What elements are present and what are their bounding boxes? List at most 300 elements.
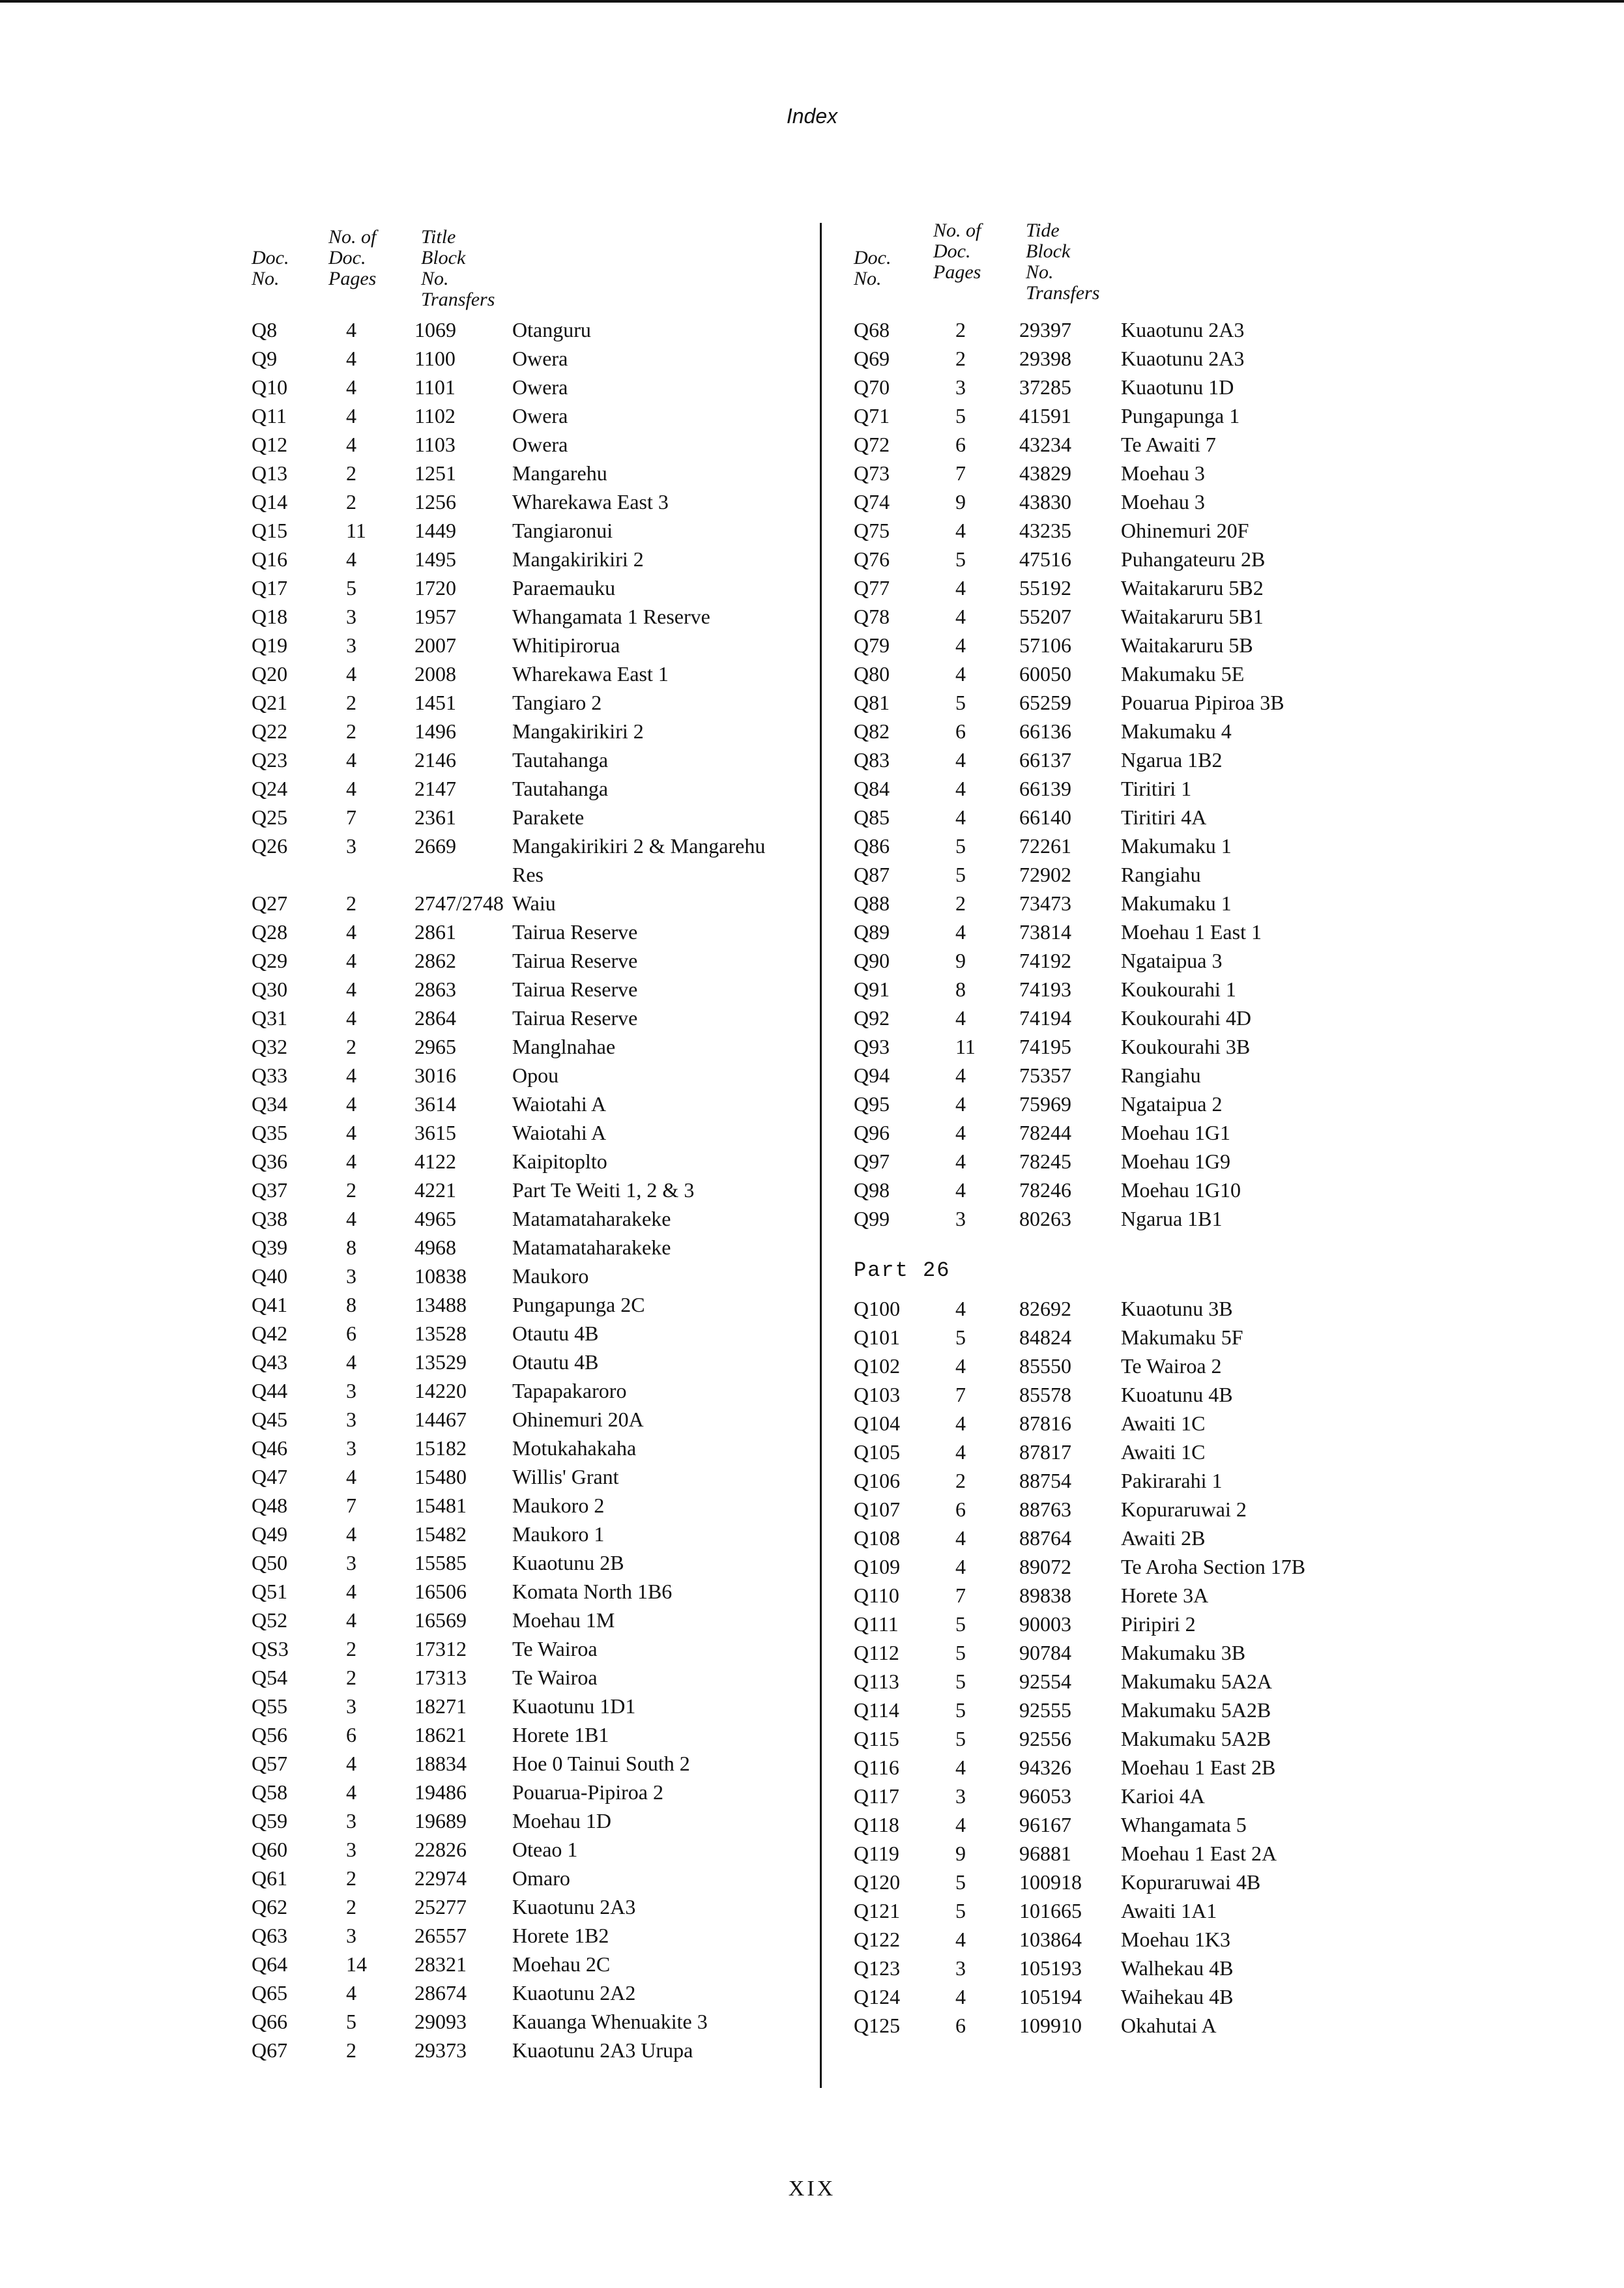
page-count: 2 [346,719,356,743]
page-count: 4 [346,1752,356,1775]
page-count: 4 [955,1354,966,1378]
header-line: Transfers [421,289,495,310]
transfer-number: 4965 [414,1207,456,1230]
index-entry [854,1954,1375,1982]
block-name: Oteao 1 [512,1838,578,1861]
transfer-number: 15480 [414,1465,467,1488]
transfer-number: 78246 [1019,1178,1071,1202]
block-name: Koukourahi 4D [1121,1006,1251,1030]
index-entry [854,1380,1375,1409]
transfer-number: 3614 [414,1092,456,1116]
block-name: Te Wairoa [512,1666,598,1689]
header-transfers [1026,220,1099,304]
doc-number: Q23 [252,748,288,772]
block-name: Mangakirikiri 2 [512,547,644,571]
page-count: 4 [955,1555,966,1578]
transfer-number: 14467 [414,1408,467,1431]
index-entry [252,1348,812,1376]
page-count: 4 [346,1780,356,1804]
block-name: Awaiti 1A1 [1121,1899,1217,1922]
transfer-number: 73814 [1019,920,1071,944]
page-count: 3 [346,1408,356,1431]
doc-number: Q27 [252,891,288,915]
index-entry [252,1806,812,1835]
transfer-number: 82692 [1019,1297,1071,1320]
transfer-number: 4968 [414,1236,456,1259]
index-entry [252,946,812,975]
transfer-number: 15585 [414,1551,467,1574]
transfer-number: 3016 [414,1064,456,1087]
block-name: Piripiri 2 [1121,1612,1196,1636]
block-name: Ngarua 1B2 [1121,748,1223,772]
doc-number: Q93 [854,1035,890,1058]
doc-number: Q29 [252,949,288,972]
doc-number: Q20 [252,662,288,686]
doc-number: Q81 [854,691,890,714]
transfer-number: 96167 [1019,1813,1071,1836]
page-count: 4 [346,1608,356,1632]
doc-number: Q73 [854,461,890,485]
index-entry [252,688,812,717]
page-count: 4 [346,748,356,772]
block-name: Kuaotunu 1D [1121,375,1234,399]
index-entry [252,1147,812,1176]
doc-number: Q95 [854,1092,890,1116]
page-count: 5 [955,1641,966,1664]
page-count: 6 [346,1723,356,1746]
transfer-number: 60050 [1019,662,1071,686]
block-name: Kauanga Whenuakite 3 [512,2010,708,2033]
doc-number: Q48 [252,1494,288,1517]
transfer-number: 15482 [414,1522,467,1546]
doc-number: Q30 [252,977,288,1001]
block-name: Pungapunga 2C [512,1293,645,1316]
doc-number: Q68 [854,318,890,341]
index-entry [252,832,812,889]
page-count: 2 [346,1895,356,1919]
block-name: Rangiahu [1121,1064,1201,1087]
transfer-number: 55192 [1019,576,1071,600]
page-count: 4 [346,433,356,456]
page-count: 4 [955,605,966,628]
block-name: Pungapunga 1 [1121,404,1240,427]
page-count: 8 [955,977,966,1001]
page-count: 5 [346,2010,356,2033]
doc-number: Q92 [854,1006,890,1030]
index-entry [854,1352,1375,1380]
index-rows-part-26 [854,1294,1375,2040]
block-name: Maukoro [512,1264,589,1288]
transfer-number: 88754 [1019,1469,1071,1492]
doc-number: Q28 [252,920,288,944]
index-entry [854,2011,1375,2040]
block-name: Karioi 4A [1121,1784,1205,1808]
block-name: Ohinemuri 20A [512,1408,644,1431]
page-count: 2 [346,1637,356,1660]
column-divider [820,223,822,2088]
header-pages [933,220,981,283]
doc-number: Q52 [252,1608,288,1632]
header-line: No. [1026,261,1054,283]
transfer-number: 2861 [414,920,456,944]
index-rows-left [252,315,812,2064]
index-entry [854,1925,1375,1954]
page-count: 3 [955,1784,966,1808]
transfer-number: 43234 [1019,433,1071,456]
transfer-number: 18271 [414,1694,467,1718]
page-count: 4 [955,1928,966,1951]
page-count: 5 [955,834,966,858]
transfer-number: 80263 [1019,1207,1071,1230]
page-count: 2 [955,318,966,341]
header-line: No. [421,268,449,289]
doc-number: Q113 [854,1670,899,1693]
page-count: 3 [955,1956,966,1980]
block-name: Matamataharakeke [512,1236,671,1259]
page-count: 5 [955,863,966,886]
index-entry [854,573,1375,602]
block-name: Awaiti 1C [1121,1412,1206,1435]
transfer-number: 1451 [414,691,456,714]
transfer-number: 17313 [414,1666,467,1689]
doc-number: Q115 [854,1727,899,1750]
index-entry [252,1835,812,1864]
header-line: No. [854,268,882,289]
page-count: 6 [955,719,966,743]
doc-number: Q22 [252,719,288,743]
index-entry [252,1319,812,1348]
transfer-number: 1101 [414,375,456,399]
doc-number: Q69 [854,347,890,370]
page-count: 2 [346,461,356,485]
doc-number: Q9 [252,347,278,370]
transfer-number: 2747/2748 [414,891,504,915]
page-count: 3 [346,1924,356,1947]
doc-number: Q100 [854,1297,901,1320]
doc-number: Q42 [252,1322,288,1345]
doc-number: Q21 [252,691,288,714]
page-count: 6 [346,1322,356,1345]
block-name: Kopuraruwai 2 [1121,1498,1247,1521]
doc-number: Q88 [854,891,890,915]
transfer-number: 18834 [414,1752,467,1775]
page-count: 5 [346,576,356,600]
transfer-number: 19486 [414,1780,467,1804]
block-name: Kuaotunu 2B [512,1551,624,1574]
column-header-right [854,215,1375,315]
index-entry [252,1749,812,1778]
block-name: Okahutai A [1121,2014,1217,2037]
transfer-number: 66140 [1019,805,1071,829]
index-entry [854,631,1375,659]
doc-number: Q34 [252,1092,288,1116]
transfer-number: 2864 [414,1006,456,1030]
index-entry [854,803,1375,832]
index-entry [252,2007,812,2036]
block-name: Kopuraruwai 4B [1121,1870,1261,1894]
transfer-number: 105193 [1019,1956,1082,1980]
running-head: Index [786,104,838,128]
index-column-right [854,215,1375,2040]
block-name: Moehau 3 [1121,461,1205,485]
page-count: 11 [346,519,366,542]
index-entry [854,1466,1375,1495]
doc-number: Q74 [854,490,890,514]
transfer-number: 17312 [414,1637,467,1660]
index-entry [252,1491,812,1520]
block-name: Pouarua-Pipiroa 2 [512,1780,663,1804]
page-count: 4 [346,1092,356,1116]
block-name: Tangiaro 2 [512,691,602,714]
doc-number: Q102 [854,1354,901,1378]
index-entry [854,1118,1375,1147]
transfer-number: 43830 [1019,490,1071,514]
doc-number: Q90 [854,949,890,972]
index-entry [854,659,1375,688]
transfer-number: 92556 [1019,1727,1071,1750]
page-count: 4 [346,949,356,972]
doc-number: Q15 [252,519,288,542]
transfer-number: 1496 [414,719,456,743]
page-count: 4 [346,662,356,686]
index-entry [854,1032,1375,1061]
doc-number: Q8 [252,318,278,341]
page-count: 4 [955,1006,966,1030]
block-name: Tautahanga [512,748,609,772]
page-count: 2 [346,1035,356,1058]
index-entry [854,1724,1375,1753]
block-name: Te Awaiti 7 [1121,433,1216,456]
index-column-left [252,215,812,2064]
doc-number: Q76 [854,547,890,571]
doc-number: Q24 [252,777,288,800]
transfer-number: 66137 [1019,748,1071,772]
index-entry [854,1090,1375,1118]
block-name: Waiotahi A [512,1092,607,1116]
page-count: 5 [955,1727,966,1750]
doc-number: Q71 [854,404,890,427]
page-count: 5 [955,1698,966,1722]
block-name: Owera [512,404,568,427]
transfer-number: 47516 [1019,547,1071,571]
index-entry [252,1892,812,1921]
block-name: Kuaotunu 1D1 [512,1694,636,1718]
block-name: Mangakirikiri 2 & Mangarehu Res [512,834,766,886]
transfer-number: 74192 [1019,949,1071,972]
transfer-number: 66136 [1019,719,1071,743]
doc-number: Q107 [854,1498,901,1521]
transfer-number: 19689 [414,1809,467,1832]
page-count: 4 [955,576,966,600]
page-count: 2 [346,2038,356,2062]
doc-number: Q86 [854,834,890,858]
index-entry [854,774,1375,803]
block-name: Mangarehu [512,461,607,485]
doc-number: Q43 [252,1350,288,1374]
index-entry [854,946,1375,975]
header-line: Transfers [1026,282,1100,304]
doc-number: Q117 [854,1784,899,1808]
page-count: 4 [346,1465,356,1488]
transfer-number: 2008 [414,662,456,686]
index-entry [252,1720,812,1749]
doc-number: Q40 [252,1264,288,1288]
index-entry [252,1634,812,1663]
transfer-number: 43235 [1019,519,1071,542]
block-name: Kuaotunu 3B [1121,1297,1233,1320]
block-name: Moehau 1M [512,1608,615,1632]
index-entry [854,401,1375,430]
block-name: Awaiti 1C [1121,1440,1206,1464]
page-count: 4 [955,920,966,944]
page-count: 2 [955,891,966,915]
page-count: 4 [346,1006,356,1030]
transfer-number: 74193 [1019,977,1071,1001]
page-count: 4 [346,1064,356,1087]
doc-number: Q35 [252,1121,288,1144]
block-name: Maukoro 2 [512,1494,605,1517]
doc-number: Q96 [854,1121,890,1144]
index-entry [854,487,1375,516]
doc-number: Q51 [252,1580,288,1603]
transfer-number: 85550 [1019,1354,1071,1378]
index-entry [854,860,1375,889]
index-entry [252,717,812,746]
doc-number: Q91 [854,977,890,1001]
transfer-number: 72261 [1019,834,1071,858]
index-entry [252,2036,812,2064]
block-name: Horete 1B2 [512,1924,609,1947]
page-count: 3 [346,605,356,628]
index-entry [252,1176,812,1204]
transfer-number: 2147 [414,777,456,800]
transfer-number: 74194 [1019,1006,1071,1030]
index-entry [854,1581,1375,1610]
block-name: Makumaku 5A2A [1121,1670,1272,1693]
block-name: Tiritiri 4A [1121,805,1207,829]
index-entry [854,602,1375,631]
doc-number: Q12 [252,433,288,456]
doc-number: Q103 [854,1383,901,1406]
page-count: 2 [955,1469,966,1492]
block-name: Horete 1B1 [512,1723,609,1746]
index-entry [854,688,1375,717]
block-name: Moehau 1G10 [1121,1178,1241,1202]
index-entry [854,1495,1375,1524]
transfer-number: 2669 [414,834,456,858]
index-entry [854,1176,1375,1204]
doc-number: Q118 [854,1813,899,1836]
block-name: Moehau 1G9 [1121,1150,1230,1173]
page-count: 2 [346,1666,356,1689]
block-name: Waitakaruru 5B2 [1121,576,1264,600]
index-entry [252,1692,812,1720]
page-count: 2 [346,490,356,514]
index-entry [854,1667,1375,1696]
index-entry [854,1147,1375,1176]
transfer-number: 10838 [414,1264,467,1288]
block-name: Wharekawa East 3 [512,490,669,514]
index-entry [854,315,1375,344]
transfer-number: 16569 [414,1608,467,1632]
transfer-number: 2863 [414,977,456,1001]
block-name: Komata North 1B6 [512,1580,673,1603]
block-name: Tairua Reserve [512,920,638,944]
block-name: Kuaotunu 2A3 [1121,318,1245,341]
doc-number: Q80 [854,662,890,686]
block-name: Motukahakaha [512,1436,637,1460]
block-name: Omaro [512,1866,570,1890]
index-entry [854,918,1375,946]
index-entry [854,1409,1375,1438]
block-name: Tautahanga [512,777,609,800]
doc-number: Q50 [252,1551,288,1574]
doc-number: Q19 [252,633,288,657]
index-entry [252,1032,812,1061]
page-count: 4 [955,633,966,657]
page-count: 4 [346,1981,356,2005]
doc-number: Q99 [854,1207,890,1230]
doc-number: Q97 [854,1150,890,1173]
block-name: Makumaku 1 [1121,891,1232,915]
block-name: Koukourahi 1 [1121,977,1236,1001]
transfer-number: 2007 [414,633,456,657]
page-count: 3 [346,1809,356,1832]
index-entry [854,1524,1375,1552]
page-count: 3 [955,375,966,399]
transfer-number: 4122 [414,1150,456,1173]
page-count: 3 [346,1436,356,1460]
index-entry [854,430,1375,459]
doc-number: Q119 [854,1842,899,1865]
index-entry [854,459,1375,487]
transfer-number: 29373 [414,2038,467,2062]
block-name: Tairua Reserve [512,977,638,1001]
page-top-rule [0,0,1624,3]
index-entry [854,1204,1375,1233]
index-entry [252,803,812,832]
block-name: Pouarua Pipiroa 3B [1121,691,1284,714]
doc-number: Q18 [252,605,288,628]
transfer-number: 3615 [414,1121,456,1144]
transfer-number: 29398 [1019,347,1071,370]
transfer-number: 101665 [1019,1899,1082,1922]
transfer-number: 78245 [1019,1150,1071,1173]
index-entry [252,602,812,631]
doc-number: Q10 [252,375,288,399]
page-count: 4 [955,1440,966,1464]
block-name: Parakete [512,805,585,829]
doc-number: Q105 [854,1440,901,1464]
transfer-number: 103864 [1019,1928,1082,1951]
page-count: 4 [346,1580,356,1603]
header-line: Pages [933,261,981,283]
header-pages [328,227,376,289]
header-doc-no [252,248,289,289]
block-name: Puhangateuru 2B [1121,547,1266,571]
page-count: 5 [955,547,966,571]
doc-number: Q37 [252,1178,288,1202]
doc-number: QS3 [252,1637,289,1660]
block-name: Waihekau 4B [1121,1985,1234,2008]
doc-number: Q59 [252,1809,288,1832]
page-count: 3 [346,834,356,858]
transfer-number: 75969 [1019,1092,1071,1116]
index-entry [252,1606,812,1634]
doc-number: Q54 [252,1666,288,1689]
doc-number: Q45 [252,1408,288,1431]
index-entry [252,1434,812,1462]
